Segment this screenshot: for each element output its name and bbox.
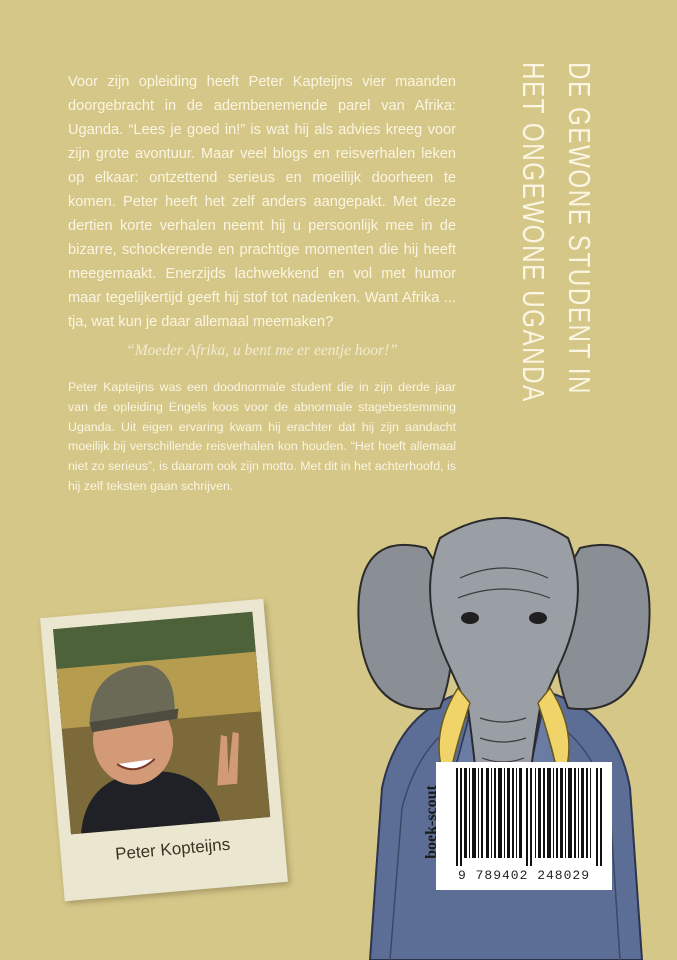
isbn-barcode xyxy=(423,762,612,890)
blurb-text: Voor zijn opleiding heeft Peter Kapteijns vier maanden doorgebracht in de adembenemende parel van Afrika: Uganda. “Lees je goed in!” is wat hij als advies kreeg voor zijn grote avontuur. Maar veel blogs en reisverhalen leken op elkaar: ontzettend serieus en moeilijk doorheen te komen. Peter heeft het zelf anders aangepakt. Met deze dertien korte verhalen neemt hij u persoonlijk mee in de bizarre, schockerende en prachtige momenten die hij heeft meegemaakt. Enerzijds lachwekkend en vol met humor maar tegelijkertijd geeft hij stof tot nadenken. Want Afrika ... tja, wat kun je daar allemaal meemaken? xyxy=(68,74,456,330)
barcode-bars xyxy=(456,768,606,866)
title-line-2: HET ONGEWONE UGANDA xyxy=(516,62,551,403)
author-photo xyxy=(53,612,270,835)
spine-title xyxy=(486,62,626,502)
author-polaroid xyxy=(40,599,288,901)
author-bio: Peter Kapteijns was een doodnormale student die in zijn derde jaar van de opleiding Engels koos voor de abnormale stagebestemming Uganda. Uit eigen ervaring kwam hij erachter dat hij zijn aandacht moeilijk bij verschillende reisverhalen kon houden. “Het hoeft allemaal niet zo serieus”, is daarom ook zijn motto. Met dit in het achterhoofd, is hij zelf teksten gaan schrijven. xyxy=(68,380,456,493)
publisher-logo: boek-scout xyxy=(423,785,440,859)
pull-quote: “Moeder Afrika, u bent me er eentje hoor!” xyxy=(126,342,398,359)
title-line-1: DE GEWONE STUDENT IN xyxy=(562,62,597,396)
photo-caption: Peter Kopteijns xyxy=(114,834,231,864)
isbn-number: 9 789402 248029 xyxy=(457,868,591,883)
